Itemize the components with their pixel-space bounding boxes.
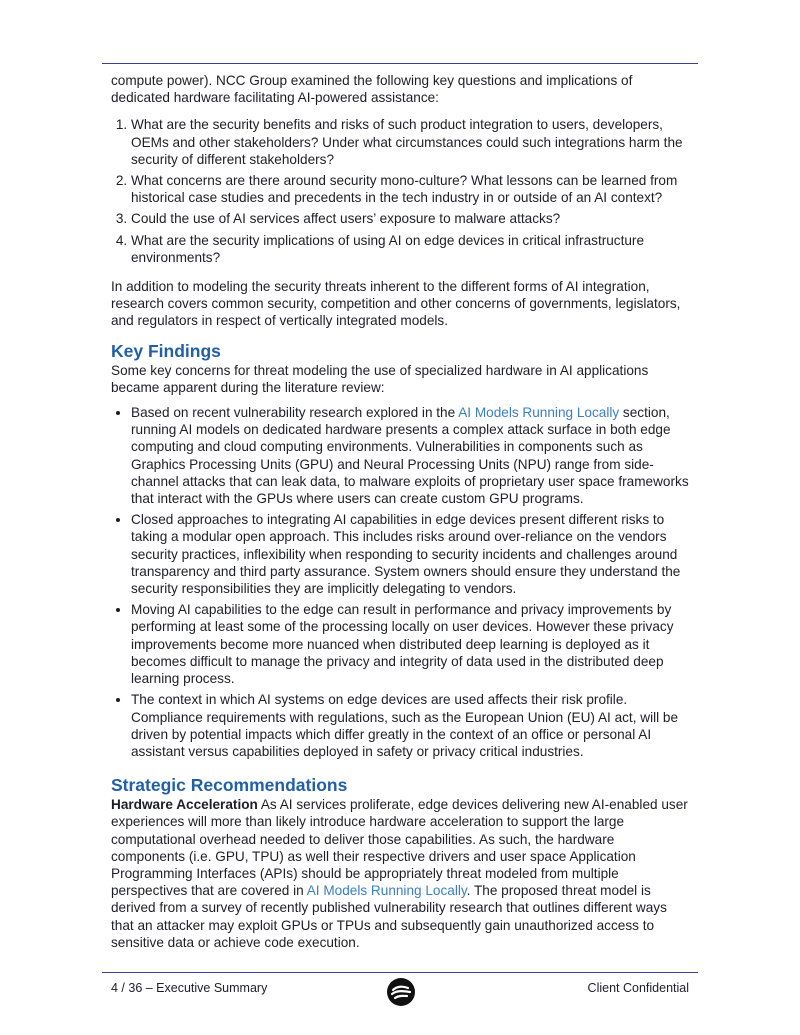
finding-text: Based on recent vulnerability research explored in the: [131, 405, 459, 421]
strategic-recommendations-heading: Strategic Recommendations: [111, 775, 348, 796]
paragraph-text: . The proposed threat model is derived from a survey of recently published vulnerability research that outlines different ways that an attacker may exploit GPUs or TPUs and subsequently gain unauthorized access to sensitive data or achieve code execution.: [111, 883, 667, 950]
modeling-paragraph: In addition to modeling the security threats inherent to the different forms of AI integration, research covers common security, competition and other concerns of governments, legislators, and regulators in respect of vertically integrated models.: [111, 279, 681, 329]
page-footer: [111, 980, 689, 1010]
finding-item: • Moving AI capabilities to the edge can result in performance and privacy improvements by performing at least some of the processing locally on user devices. However these privacy improvements become more nuanced when distributed deep learning is deployed as it becomes difficult to manage the privacy and integrity of data used in the distributed deep learning process.: [131, 601, 691, 687]
page-number-label: 4 / 36 – Executive Summary: [111, 981, 268, 995]
finding-item: [131, 404, 691, 507]
ncc-group-logo-icon: [387, 978, 415, 1006]
paragraph-text: As AI services proliferate, edge devices delivering new AI-enabled user experiences will more than likely introduce hardware acceleration to support the large computational overhead needed to deliver those capabilities. As such, the hardware components (i.e. GPU, TPU) as well their respective drivers and user space Application Programming Interfaces (APIs) should be appropriately threat modeled from multiple perspectives that are covered in: [111, 797, 688, 899]
key-questions-list: [111, 116, 691, 266]
key-findings-intro: Some key concerns for threat modeling the use of specialized hardware in AI applications became apparent during the literature review:: [111, 362, 649, 395]
question-item: 2. What concerns are there around security mono-culture? What lessons can be learned from historical case studies and precedents in the tech industry in or outside of an AI context?: [131, 172, 691, 206]
header-rule: [102, 63, 698, 64]
intro-paragraph: compute power). NCC Group examined the following key questions and implications of dedicated hardware facilitating AI-powered assistance:: [111, 73, 633, 106]
footer-rule: [102, 972, 698, 973]
key-findings-list: [111, 404, 691, 760]
finding-item: • Closed approaches to integrating AI capabilities in edge devices present different risks to taking a modular open approach. This includes risks around over-reliance on the vendors security practices, inflexibility when responding to security incidents and challenges around transparency and third party assurance. System owners should ensure they understand the security responsibilities they are implicitly delegating to vendors.: [131, 511, 691, 597]
ai-models-running-locally-link[interactable]: AI Models Running Locally: [306, 883, 467, 899]
page-content: [111, 72, 691, 951]
key-findings-heading: Key Findings: [111, 340, 221, 361]
question-item: 4. What are the security implications of using AI on edge devices in critical infrastructure environments?: [131, 232, 691, 266]
hardware-acceleration-paragraph: [111, 796, 691, 951]
confidentiality-label: Client Confidential: [587, 981, 689, 995]
hardware-acceleration-lead: Hardware Acceleration: [111, 797, 258, 813]
finding-item: • The context in which AI systems on edge devices are used affects their risk profile. Compliance requirements with regulations, such as the European Union (EU) AI act, will be driven by potential impacts which differ greatly in the context of an office or personal AI assistant versus capabilities deployed in safety or privacy critical industries.: [131, 691, 691, 760]
finding-text: section, running AI models on dedicated hardware presents a complex attack surface in both edge computing and cloud computing environments. Vulnerabilities in components such as Graphics Processing Units (GPU) and Neural Processing Units (NPU) range from side-channel attacks that can leak data, to malware exploits of proprietary user space frameworks that interact with the GPUs where users can create custom GPU programs.: [131, 405, 689, 507]
question-item: 1. What are the security benefits and risks of such product integration to users, developers, OEMs and other stakeholders? Under what circumstances could such integrations harm the security of different stakeholders?: [131, 116, 691, 168]
question-item: 3. Could the use of AI services affect users’ exposure to malware attacks?: [131, 210, 691, 227]
ai-models-running-locally-link[interactable]: AI Models Running Locally: [458, 405, 620, 421]
